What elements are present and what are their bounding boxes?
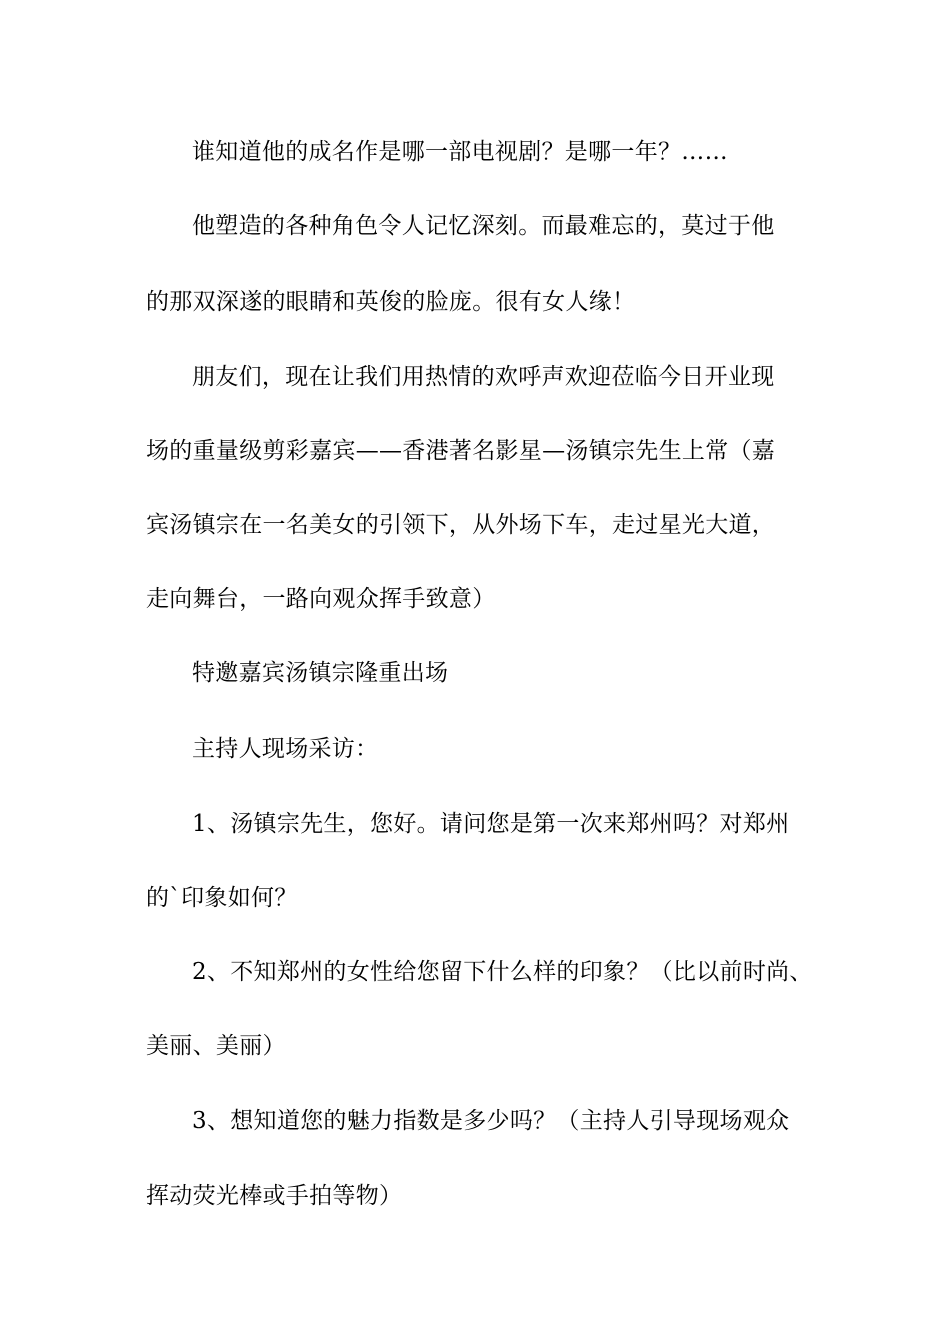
text-line: 朋友们，现在让我们用热情的欢呼声欢迎莅临今日开业现	[192, 364, 775, 390]
text-line: 的`印象如何？	[146, 885, 298, 911]
text-line: 主持人现场采访：	[192, 736, 379, 762]
text-line: 宾汤镇宗在一名美女的引领下，从外场下车，走过星光大道，	[146, 512, 776, 538]
text-line: 美丽、美丽）	[146, 1033, 286, 1059]
text-line: 特邀嘉宾汤镇宗隆重出场	[192, 660, 449, 686]
text-line: 3、想知道您的魅力指数是多少吗？（主持人引导现场观众	[192, 1108, 790, 1134]
text-line: 1、汤镇宗先生，您好。请问您是第一次来郑州吗？对郑州	[192, 811, 790, 837]
text-line: 2、不知郑州的女性给您留下什么样的印象？（比以前时尚、	[192, 959, 813, 985]
text-line: 谁知道他的成名作是哪一部电视剧？是哪一年？……	[192, 139, 728, 165]
text-line: 他塑造的各种角色令人记忆深刻。而最难忘的，莫过于他	[192, 213, 775, 239]
text-line: 走向舞台，一路向观众挥手致意）	[146, 586, 496, 612]
text-line: 场的重量级剪彩嘉宾——香港著名影星—汤镇宗先生上常（嘉	[146, 438, 776, 464]
text-line: 的那双深遂的眼睛和英俊的脸庞。很有女人缘！	[146, 289, 636, 315]
text-line: 挥动荧光棒或手拍等物）	[146, 1183, 403, 1209]
